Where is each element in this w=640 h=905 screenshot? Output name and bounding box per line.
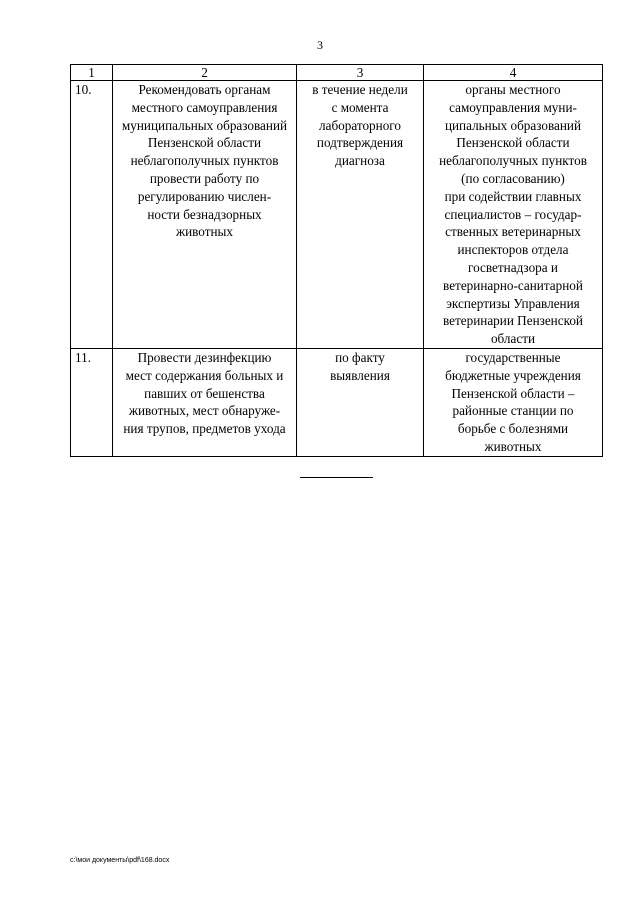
responsible-line: Пензенской области –	[451, 385, 575, 401]
action-line: регулированию числен-	[137, 188, 272, 204]
responsible-line: животных	[484, 438, 542, 454]
responsible-line: органы местного	[465, 82, 561, 97]
table-row	[71, 81, 603, 349]
action-line: ности безнадзорных	[147, 206, 262, 222]
action-line: муниципальных образований	[121, 117, 288, 133]
row-number: 11.	[71, 348, 113, 456]
responsible-line: госветнадзора и	[468, 259, 558, 275]
term-line: выявления	[330, 367, 390, 383]
responsible-cell	[424, 81, 603, 349]
responsible-line: бюджетные учреждения	[445, 367, 581, 383]
responsible-line: ветеринарно-санитарной	[443, 277, 583, 293]
responsible-line: самоуправления муни-	[449, 99, 577, 115]
responsible-line: неблагополучных пунктов	[439, 153, 587, 169]
action-line: провести работу по	[149, 170, 260, 186]
header-cell-2: 2	[113, 65, 297, 81]
term-line: подтверждения	[316, 135, 404, 151]
term-line: в течение недели	[312, 82, 408, 97]
header-cell-4: 4	[424, 65, 603, 81]
header-cell-3: 3	[297, 65, 424, 81]
term-line: с момента	[331, 99, 389, 115]
file-path-footer: c:\мои документы\pdf\168.docx	[70, 857, 170, 864]
table-row	[71, 348, 603, 456]
page-number: 3	[317, 38, 323, 52]
term-cell	[297, 81, 424, 349]
action-line: ния трупов, предметов ухода	[123, 421, 286, 437]
responsible-cell	[424, 348, 603, 456]
term-line: по факту	[335, 349, 385, 365]
action-cell	[113, 81, 297, 349]
end-of-document-rule	[300, 477, 373, 478]
action-line: павших от бешенства	[144, 385, 265, 401]
action-line: Рекомендовать органам	[138, 82, 271, 97]
responsible-line: борьбе с болезнями	[457, 421, 569, 437]
responsible-line: Пензенской области	[456, 135, 570, 151]
row-number: 10.	[71, 81, 113, 349]
action-line: Пензенской области	[147, 135, 262, 151]
responsible-line: экспертизы Управления	[446, 295, 580, 311]
plan-table	[70, 64, 603, 457]
responsible-line: ветеринарии Пензенской	[443, 313, 583, 329]
action-line: животных, мест обнаруже-	[128, 403, 281, 419]
responsible-line: государственные	[465, 349, 561, 365]
term-cell	[297, 348, 424, 456]
responsible-line: при содействии главных	[444, 188, 582, 204]
action-line: неблагополучных пунктов	[130, 153, 279, 169]
responsible-line: области	[490, 331, 536, 347]
action-line: Провести дезинфекцию	[137, 349, 272, 365]
responsible-line: (по согласованию)	[461, 170, 565, 186]
action-line: животных	[176, 224, 233, 240]
action-cell	[113, 348, 297, 456]
term-line: диагноза	[335, 153, 385, 169]
responsible-line: ственных ветеринарных	[445, 224, 581, 240]
responsible-line: специалистов – государ-	[444, 206, 582, 222]
responsible-line: инспекторов отдела	[457, 242, 569, 258]
header-cell-1: 1	[71, 65, 113, 81]
responsible-line: ципальных образований	[444, 117, 582, 133]
responsible-line: районные станции по	[452, 403, 574, 419]
table-header-row	[71, 65, 603, 81]
action-line: мест содержания больных и	[125, 367, 284, 383]
term-line: лабораторного	[319, 117, 401, 133]
action-line: местного самоуправления	[131, 99, 278, 115]
